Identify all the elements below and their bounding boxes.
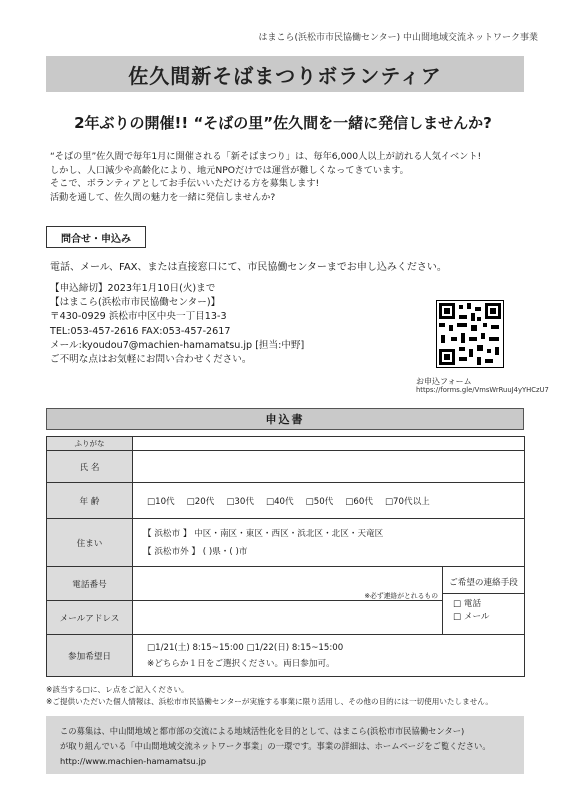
age-option-30s[interactable]: □30代 — [226, 496, 254, 507]
subheading: 2年ぶりの開催!! “そばの里”佐久間を一緒に発信しませんか? — [74, 114, 492, 132]
contact-section-label: 問合せ・申込み — [46, 226, 146, 248]
privacy-note: ※ご提供いただいた個人情報は、浜松市市民協働センターが実施する事業に限り活用し、その他の目的には一切使用いたしません。 — [46, 697, 493, 706]
qr-caption: お申込フォーム — [416, 377, 472, 386]
application-form — [46, 436, 525, 677]
date-options — [133, 635, 525, 677]
checkbox-note: ※該当する□に、レ点をご記入ください。 — [46, 685, 189, 694]
footer-line: この募集は、中山間地域と都市部の交流による地域活性化を目的として、はまこら(浜松市市民協働センター) — [60, 726, 465, 736]
address-options — [133, 519, 525, 567]
organization-header: はまこら(浜松市市民協働センター) 中山間地域交流ネットワーク事業 — [258, 33, 538, 43]
name-field[interactable] — [133, 451, 525, 483]
date-note: ※どちらか１日をご選択ください。両日参加可。 — [147, 658, 335, 669]
age-options — [133, 483, 525, 519]
intro-line: 活動を通して、佐久間の魅力を一緒に発信しませんか? — [50, 191, 276, 203]
qr-code[interactable] — [436, 300, 504, 368]
age-option-10s[interactable]: □10代 — [147, 496, 175, 507]
pref-phone-checkbox[interactable]: □ 電話 — [453, 599, 482, 609]
title-banner — [46, 56, 524, 92]
phone-label: 電話番号 — [47, 567, 133, 601]
furigana-field[interactable] — [133, 437, 525, 451]
pref-email-checkbox[interactable]: □ メール — [453, 612, 490, 622]
phone-note: ※必ず連絡がとれるもの — [364, 591, 438, 600]
deadline-line: 【申込締切】2023年1月10日(火)まで — [50, 283, 216, 294]
application-form-title: 申込書 — [46, 408, 524, 430]
age-option-20s[interactable]: □20代 — [186, 496, 215, 507]
form-notes — [46, 684, 536, 708]
date-label: 参加希望日 — [47, 635, 133, 677]
furigana-label: ふりがな — [47, 437, 133, 451]
organization-line: 【はまこら(浜松市市民協働センター)】 — [50, 297, 221, 309]
age-option-70s-plus[interactable]: □70代以上 — [384, 496, 430, 507]
footer-url[interactable]: http://www.machien-hamamatsu.jp — [60, 756, 207, 766]
intro-line: “そばの里”佐久間で毎年1月に開催される「新そばまつり」は、毎年6,000人以上が訪れる人気イベント! — [50, 151, 482, 162]
intro-line: しかし、人口減少や高齢化により、地元NPOだけでは運営が難しくなってきています。 — [50, 164, 409, 176]
age-option-60s[interactable]: □60代 — [345, 496, 373, 507]
age-option-50s[interactable]: □50代 — [305, 496, 334, 507]
age-label: 年 齢 — [47, 483, 133, 519]
page-title: 佐久間新そばまつりボランティア — [128, 63, 442, 88]
phone-fax-line: TEL:053-457-2616 FAX:053-457-2617 — [50, 325, 231, 337]
date-checkboxes[interactable]: □1/21(土) 8:15~15:00 □1/22(日) 8:15~15:00 — [147, 642, 344, 653]
address-hamamatsu[interactable]: 【 浜松市 】 中区・南区・東区・西区・浜北区・北区・天竜区 — [143, 528, 384, 539]
address-outside[interactable]: 【 浜松市外 】 ( )県・( )市 — [143, 546, 248, 557]
phone-field[interactable] — [133, 567, 443, 601]
contact-preference-heading: ご希望の連絡手段 — [449, 578, 518, 588]
contact-description: 電話、メール、FAX、または直接窓口にて、市民協働センターまでお申し込みください。 — [50, 262, 447, 273]
intro-line: そこで、ボランティアとしてお手伝いいただける方を募集します! — [50, 178, 320, 189]
email-line[interactable]: メール:kyoudou7@machien-hamamatsu.jp [担当:中野] — [50, 339, 305, 351]
footer-info — [46, 716, 524, 774]
footer-line: が取り組んでいる「中山間地域交流ネットワーク事業」の一環です。事業の詳細は、ホームページをご覧ください。 — [60, 741, 491, 751]
email-label: メールアドレス — [47, 601, 133, 635]
form-url[interactable]: https://forms.gle/VmsWrRuuJ4yYHCzU7 — [416, 386, 549, 394]
inquiry-line: ご不明な点はお気軽にお問い合わせください。 — [50, 354, 252, 366]
contact-details — [50, 282, 430, 367]
email-field[interactable] — [133, 601, 443, 635]
contact-preference — [443, 567, 525, 635]
age-option-40s[interactable]: □40代 — [265, 496, 294, 507]
address-line: 〒430-0929 浜松市中区中央一丁目13-3 — [50, 311, 227, 323]
address-label: 住まい — [47, 519, 133, 567]
name-label: 氏 名 — [47, 451, 133, 483]
intro-text — [50, 150, 530, 204]
